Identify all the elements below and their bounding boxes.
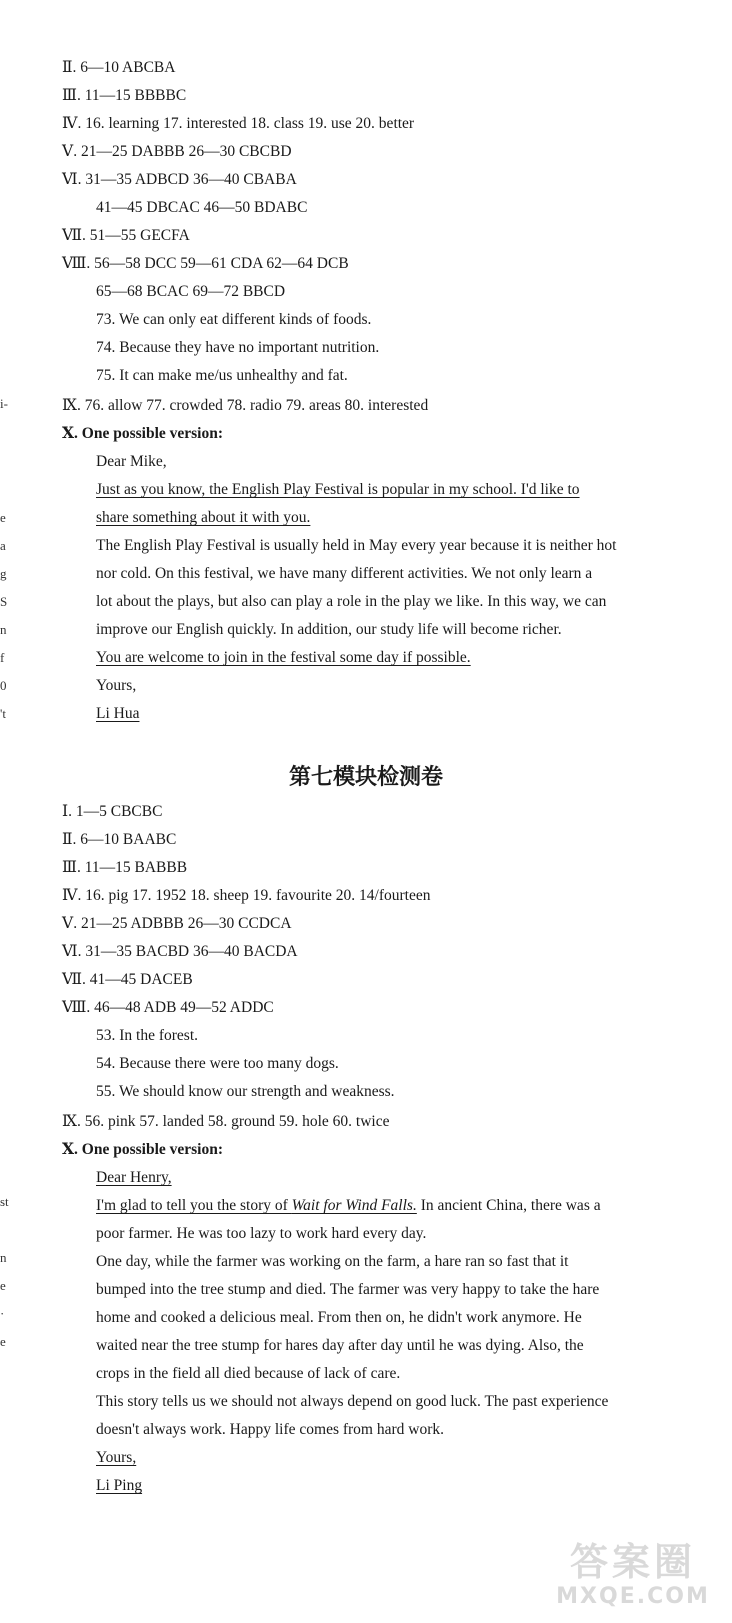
- section-2-answer-line: 53. In the forest.: [96, 1027, 199, 1044]
- edge-fragment: e: [0, 1334, 6, 1349]
- edge-fragment: S: [0, 594, 8, 609]
- edge-fragment: n: [0, 1250, 7, 1265]
- edge-fragment: 0: [0, 678, 7, 693]
- letter-signature: Li Ping: [96, 1477, 143, 1494]
- section-1-answer-line: 65—68 BCAC 69—72 BBCD: [96, 283, 286, 300]
- section-1-answer-line: Ⅴ. 21—25 DABBB 26—30 CBCBD: [62, 143, 292, 160]
- letter-line: improve our English quickly. In addition, our study life will become richer.: [96, 621, 562, 638]
- watermark-url: MXQE.COM: [556, 1584, 710, 1609]
- section-2-answer-line: Ⅴ. 21—25 ADBBB 26—30 CCDCA: [62, 915, 292, 932]
- section-1-answer-line: Ⅳ. 16. learning 17. interested 18. class 19. use 20. better: [62, 115, 415, 132]
- story-intro-rest: In ancient China, there was a: [416, 1197, 601, 1214]
- edge-fragment: n: [0, 622, 7, 637]
- section-1-answer-line: 73. We can only eat different kinds of foods.: [96, 311, 372, 328]
- section-2-answer-line: Ⅳ. 16. pig 17. 1952 18. sheep 19. favourite 20. 14/fourteen: [62, 887, 431, 904]
- letter-line: Just as you know, the English Play Festival is popular in my school. I'd like to: [96, 481, 580, 498]
- section-1-answer-line: 41—45 DBCAC 46—50 BDABC: [96, 199, 308, 216]
- edge-fragment: 't: [0, 706, 6, 721]
- letter-signature: Li Hua: [96, 705, 140, 722]
- letter-line: bumped into the tree stump and died. The farmer was very happy to take the hare: [96, 1281, 600, 1298]
- letter-line: You are welcome to join in the festival some day if possible.: [96, 649, 471, 666]
- letter-line: This story tells us we should not always depend on good luck. The past experience: [96, 1393, 609, 1410]
- section-2-answer-line: Ⅱ. 6—10 BAABC: [62, 831, 177, 848]
- section-2-answer-line: Ⅸ. 56. pink 57. landed 58. ground 59. hole 60. twice: [62, 1113, 390, 1130]
- letter-line: [96, 1196, 601, 1216]
- edge-fragment: e: [0, 1278, 6, 1293]
- watermark-logo: [538, 1540, 728, 1620]
- letter-line: share something about it with you.: [96, 509, 311, 526]
- edge-fragment: g: [0, 566, 7, 581]
- letter-closing: Yours,: [96, 1449, 137, 1466]
- edge-fragment: e: [0, 510, 6, 525]
- edge-fragment: a: [0, 538, 6, 553]
- section-2-answer-line: Ⅲ. 11—15 BABBB: [62, 859, 188, 876]
- section-1-writing-heading: Ⅹ. One possible version:: [62, 425, 224, 442]
- section-1-answer-line: 75. It can make me/us unhealthy and fat.: [96, 367, 348, 384]
- letter-line: crops in the field all died because of lack of care.: [96, 1365, 401, 1382]
- letter-line: doesn't always work. Happy life comes from hard work.: [96, 1421, 445, 1438]
- letter-closing: Yours,: [96, 677, 137, 694]
- section-2-answer-line: Ⅵ. 31—35 BACBD 36—40 BACDA: [62, 943, 298, 960]
- letter-line: One day, while the farmer was working on the farm, a hare ran so fast that it: [96, 1253, 569, 1270]
- letter-greeting: Dear Henry,: [96, 1169, 172, 1186]
- letter-line: The English Play Festival is usually held in May every year because it is neither hot: [96, 537, 617, 554]
- section-2-answer-line: 54. Because there were too many dogs.: [96, 1055, 339, 1072]
- section-1-answer-line: Ⅸ. 76. allow 77. crowded 78. radio 79. areas 80. interested: [62, 397, 429, 414]
- section-1-answer-line: Ⅵ. 31—35 ADBCD 36—40 CBABA: [62, 171, 297, 188]
- section-1-answer-line: Ⅷ. 56—58 DCC 59—61 CDA 62—64 DCB: [62, 255, 349, 272]
- letter-greeting: Dear Mike,: [96, 453, 167, 470]
- edge-fragment: f: [0, 650, 5, 665]
- edge-fragment: i-: [0, 396, 8, 411]
- section-2-answer-line: Ⅶ. 41—45 DACEB: [62, 971, 193, 988]
- section-1-answer-line: 74. Because they have no important nutrition.: [96, 339, 380, 356]
- edge-fragment: ·: [0, 1306, 5, 1321]
- letter-line: poor farmer. He was too lazy to work hard every day.: [96, 1225, 427, 1242]
- letter-line: lot about the plays, but also can play a role in the play we like. In this way, we can: [96, 593, 607, 610]
- section-1-answer-line: Ⅶ. 51—55 GECFA: [62, 227, 190, 244]
- section-2-answer-line: Ⅰ. 1—5 CBCBC: [62, 803, 163, 820]
- section-2-writing-heading: Ⅹ. One possible version:: [62, 1141, 224, 1158]
- watermark-text: 答案圈: [569, 1540, 696, 1584]
- section-2-answer-line: 55. We should know our strength and weakness.: [96, 1083, 395, 1100]
- section-1-answer-line: Ⅲ. 11—15 BBBBC: [62, 87, 187, 104]
- letter-line: home and cooked a delicious meal. From then on, he didn't work anymore. He: [96, 1309, 582, 1326]
- story-intro: I'm glad to tell you the story of: [96, 1197, 292, 1214]
- section-2-answer-line: Ⅷ. 46—48 ADB 49—52 ADDC: [62, 999, 274, 1016]
- edge-fragment: st: [0, 1194, 9, 1209]
- section-1-answer-line: Ⅱ. 6—10 ABCBA: [62, 59, 176, 76]
- letter-line: nor cold. On this festival, we have many different activities. We not only learn a: [96, 565, 593, 582]
- letter-line: waited near the tree stump for hares day after day until he was dying. Also, the: [96, 1337, 584, 1354]
- section-title: 第七模块检测卷: [288, 765, 443, 790]
- story-title: Wait for Wind Falls.: [291, 1197, 417, 1214]
